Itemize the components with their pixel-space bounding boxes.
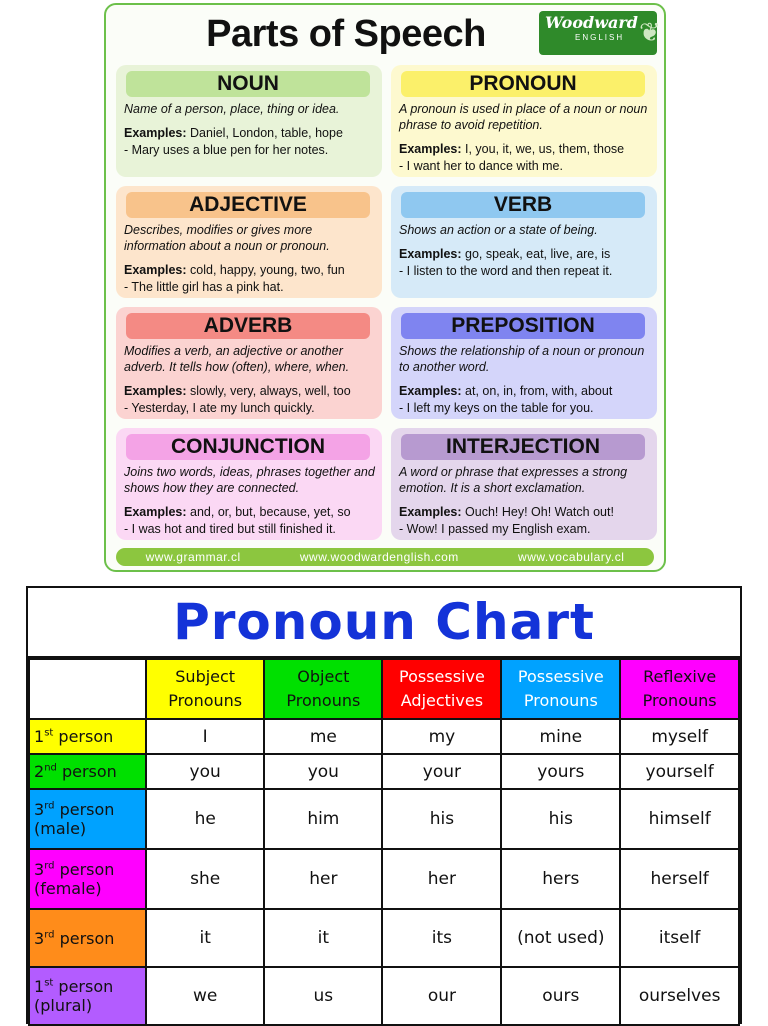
table-cell: your [382, 754, 501, 789]
table-cell: me [264, 719, 382, 754]
table-row [29, 849, 739, 909]
table-cell: its [382, 909, 501, 967]
examples-list: at, on, in, from, with, about [465, 384, 613, 398]
header-line2: Pronouns [168, 691, 243, 710]
parts-of-speech-poster [104, 3, 666, 572]
footer-link-vocabulary[interactable]: www.vocabulary.cl [518, 550, 625, 564]
card-definition: A pronoun is used in place of a noun or noun phrase to avoid repetition. [399, 102, 648, 132]
examples-label: Examples: [399, 384, 462, 398]
person-word: person [53, 977, 114, 996]
pronoun-chart [26, 586, 742, 1024]
pos-card-noun [116, 65, 382, 177]
ordinal-suffix: rd [44, 860, 55, 872]
card-examples [399, 246, 651, 280]
table-cell: (not used) [501, 909, 620, 967]
ordinal-suffix: st [44, 727, 54, 739]
example-sentence: - I listen to the word and then repeat it. [399, 264, 613, 278]
logo-text: Woodward [545, 13, 638, 32]
examples-list: Ouch! Hey! Oh! Watch out! [465, 505, 614, 519]
pos-card-adverb [116, 307, 382, 419]
ordinal: 3 [34, 800, 45, 819]
row-label [29, 789, 146, 849]
person-word: person [54, 860, 115, 879]
header-line2: Adjectives [400, 691, 484, 710]
header-line1: Object [297, 667, 350, 686]
row-label [29, 967, 146, 1025]
card-examples [124, 504, 376, 538]
table-cell: yours [501, 754, 620, 789]
card-heading: PRONOUN [401, 71, 645, 97]
column-header [620, 659, 739, 719]
examples-label: Examples: [124, 126, 187, 140]
person-word: person [56, 762, 117, 781]
person-word: person [54, 800, 115, 819]
example-sentence: - Yesterday, I ate my lunch quickly. [124, 401, 315, 415]
footer-link-grammar[interactable]: www.grammar.cl [145, 550, 241, 564]
examples-list: I, you, it, we, us, them, those [465, 142, 625, 156]
table-cell: we [146, 967, 264, 1025]
card-heading: CONJUNCTION [126, 434, 370, 460]
header-line2: Pronouns [523, 691, 598, 710]
table-cell: itself [620, 909, 739, 967]
row-label [29, 719, 146, 754]
example-sentence: - I was hot and tired but still finished it. [124, 522, 336, 536]
examples-list: and, or, but, because, yet, so [190, 505, 351, 519]
pos-card-pronoun [391, 65, 657, 177]
person-qualifier: (plural) [34, 996, 93, 1015]
table-row [29, 754, 739, 789]
pos-card-verb [391, 186, 657, 298]
footer-link-woodward[interactable]: www.woodwardenglish.com [299, 550, 459, 564]
card-heading: INTERJECTION [401, 434, 645, 460]
header-line2: Pronouns [642, 691, 717, 710]
example-sentence: - Mary uses a blue pen for her notes. [124, 143, 329, 157]
ordinal-suffix: rd [44, 800, 55, 812]
examples-label: Examples: [399, 247, 462, 261]
table-cell: her [264, 849, 382, 909]
examples-list: cold, happy, young, two, fun [190, 263, 345, 277]
table-cell: ourselves [620, 967, 739, 1025]
table-cell: our [382, 967, 501, 1025]
table-row [29, 967, 739, 1025]
column-header [146, 659, 264, 719]
row-label [29, 909, 146, 967]
table-cell: her [382, 849, 501, 909]
example-sentence: - Wow! I passed my English exam. [399, 522, 591, 536]
card-definition: Shows an action or a state of being. [399, 223, 598, 237]
examples-label: Examples: [399, 505, 462, 519]
table-cell: you [146, 754, 264, 789]
pos-card-adjective [116, 186, 382, 298]
table-cell: mine [501, 719, 620, 754]
card-examples [124, 125, 376, 159]
person-qualifier: (male) [34, 819, 87, 838]
poster-footer [116, 548, 654, 566]
card-definition: A word or phrase that expresses a strong emotion. It is a short exclamation. [399, 465, 628, 495]
table-cell: his [382, 789, 501, 849]
ordinal-suffix: nd [44, 762, 57, 774]
card-examples [399, 504, 651, 538]
header-line1: Possessive [398, 667, 485, 686]
examples-label: Examples: [124, 384, 187, 398]
card-examples [399, 141, 651, 175]
examples-label: Examples: [124, 263, 187, 277]
table-cell: his [501, 789, 620, 849]
card-definition: Modifies a verb, an adjective or another adverb. It tells how (often), where, when. [124, 344, 350, 374]
header-line1: Subject [175, 667, 236, 686]
table-cell: herself [620, 849, 739, 909]
table-cell: us [264, 967, 382, 1025]
pos-card-preposition [391, 307, 657, 419]
table-cell: it [146, 909, 264, 967]
card-heading: NOUN [126, 71, 370, 97]
examples-list: go, speak, eat, live, are, is [465, 247, 611, 261]
examples-list: Daniel, London, table, hope [190, 126, 343, 140]
card-examples [124, 262, 376, 296]
person-word: person [53, 727, 114, 746]
examples-label: Examples: [399, 142, 462, 156]
column-header [264, 659, 382, 719]
card-examples [124, 383, 376, 417]
card-heading: ADJECTIVE [126, 192, 370, 218]
table-cell: ours [501, 967, 620, 1025]
header-line1: Possessive [517, 667, 604, 686]
pos-card-interjection [391, 428, 657, 540]
woodward-logo [539, 11, 661, 55]
card-definition: Name of a person, place, thing or idea. [124, 102, 340, 116]
logo-subtext: ENGLISH [575, 33, 625, 42]
card-definition: Joins two words, ideas, phrases together and shows how they are connected. [124, 465, 375, 495]
column-header [382, 659, 501, 719]
ordinal: 3 [34, 860, 45, 879]
person-qualifier: (female) [34, 879, 102, 898]
pronoun-chart-title: Pronoun Chart [28, 588, 740, 658]
ordinal-suffix: rd [44, 929, 55, 941]
card-heading: VERB [401, 192, 645, 218]
card-heading: PREPOSITION [401, 313, 645, 339]
table-cell: hers [501, 849, 620, 909]
table-cell: himself [620, 789, 739, 849]
table-cell: him [264, 789, 382, 849]
header-line2: Pronouns [286, 691, 361, 710]
card-definition: Describes, modifies or gives more information about a noun or pronoun. [124, 223, 330, 253]
ordinal: 3 [34, 928, 45, 948]
card-heading: ADVERB [126, 313, 370, 339]
person-word: person [54, 928, 115, 948]
examples-list: slowly, very, always, well, too [190, 384, 351, 398]
ordinal-suffix: st [44, 977, 54, 989]
example-sentence: - The little girl has a pink hat. [124, 280, 284, 294]
table-row [29, 719, 739, 754]
poster-title: Parts of Speech [206, 13, 486, 55]
table-row [29, 789, 739, 849]
table-cell: he [146, 789, 264, 849]
row-label [29, 754, 146, 789]
example-sentence: - I want her to dance with me. [399, 159, 563, 173]
pos-card-conjunction [116, 428, 382, 540]
fern-icon: ❦ [639, 17, 661, 47]
table-cell: it [264, 909, 382, 967]
table-cell: I [146, 719, 264, 754]
table-cell: she [146, 849, 264, 909]
column-header [501, 659, 620, 719]
table-cell: yourself [620, 754, 739, 789]
card-examples [399, 383, 651, 417]
row-label [29, 849, 146, 909]
ordinal: 1 [34, 977, 45, 996]
table-row [29, 909, 739, 967]
table-cell: myself [620, 719, 739, 754]
pronoun-table [28, 658, 740, 1026]
corner-cell [29, 659, 146, 719]
table-cell: my [382, 719, 501, 754]
ordinal: 2 [34, 762, 45, 781]
example-sentence: - I left my keys on the table for you. [399, 401, 594, 415]
header-line1: Reflexive [643, 667, 717, 686]
card-definition: Shows the relationship of a noun or pronoun to another word. [399, 344, 645, 374]
table-cell: you [264, 754, 382, 789]
ordinal: 1 [34, 727, 45, 746]
examples-label: Examples: [124, 505, 187, 519]
